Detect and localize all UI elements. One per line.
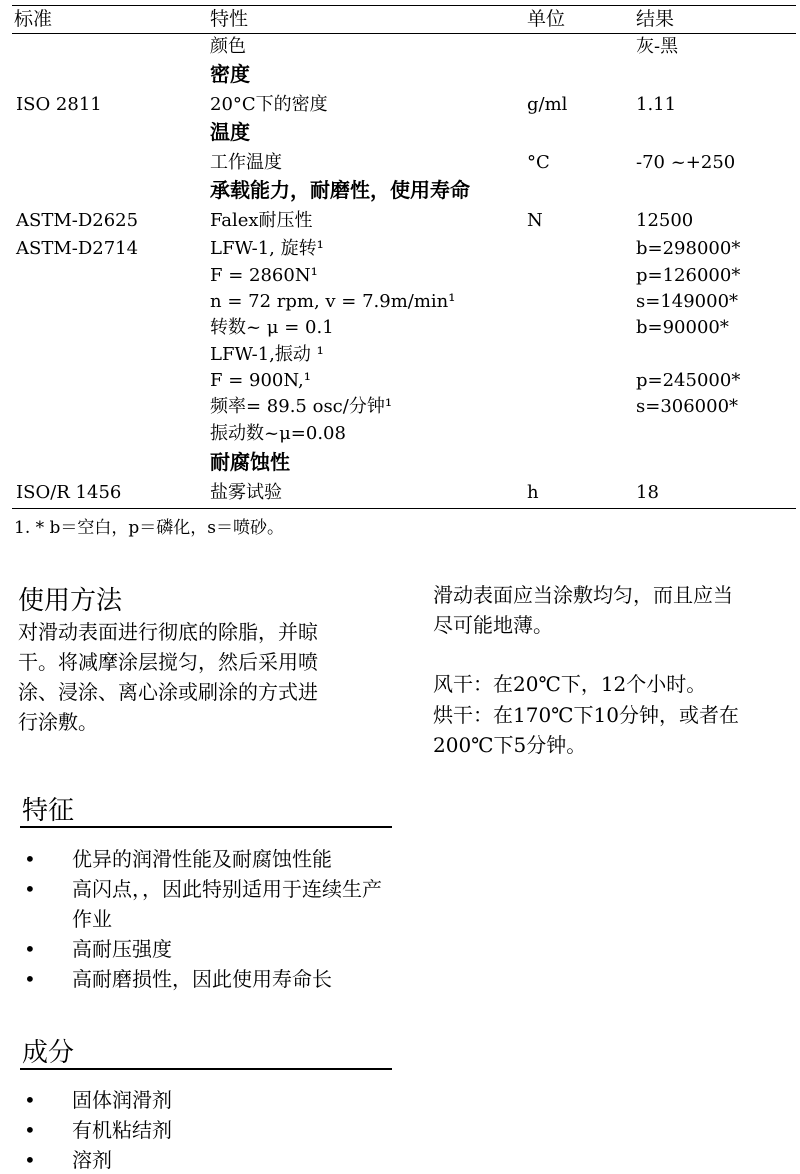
cell-std: ISO/R 1456: [16, 482, 122, 503]
composition-title: 成分: [22, 1038, 75, 1068]
cell-unit: N: [527, 210, 543, 231]
cell-result: 灰-黑: [636, 36, 679, 57]
usage-line: 尽可能地薄。: [433, 613, 553, 637]
header-bottom-border: [12, 33, 796, 34]
list-item: [20, 844, 400, 874]
cell-result: p=126000*: [636, 265, 741, 286]
bake-line: 烘干：在170℃下10分钟，或者在: [433, 703, 739, 727]
usage-line: 滑动表面应当涂敷均匀，而且应当: [433, 583, 733, 607]
cell-std: ASTM-D2625: [16, 210, 139, 231]
usage-title: 使用方法: [18, 586, 123, 616]
bake-line: 200℃下5分钟。: [433, 733, 587, 757]
air-dry-text: 风干：在20℃下，12个小时。: [433, 672, 707, 696]
usage-line: 行涂敷。: [18, 710, 98, 734]
list-item-text: 高耐磨损性，因此使用寿命长: [72, 967, 332, 991]
cell-prop: 振动数~μ=0.08: [210, 423, 346, 444]
list-item: [20, 1145, 400, 1174]
cell-result: p=245000*: [636, 370, 741, 391]
list-item-text: 有机粘结剂: [72, 1118, 172, 1142]
bullet-icon: •: [24, 847, 36, 871]
bake-text: [433, 700, 739, 760]
features-list: [20, 844, 400, 994]
cell-prop: 转数~ μ = 0.1: [210, 317, 334, 338]
bullet-icon: •: [24, 877, 36, 901]
list-item: [20, 1115, 400, 1145]
header-result: 结果: [636, 8, 675, 30]
list-item: [20, 874, 400, 934]
list-item-text: 固体润滑剂: [72, 1088, 172, 1112]
table-bottom-border: [12, 508, 796, 509]
cell-prop: Falex耐压性: [210, 210, 313, 231]
section-heading: 密度: [210, 62, 250, 86]
list-item: [20, 964, 400, 994]
header-property: 特性: [210, 8, 249, 30]
section-heading: 耐腐蚀性: [210, 450, 290, 474]
list-item-text: 优异的润滑性能及耐腐蚀性能: [72, 847, 332, 871]
bullet-icon: •: [24, 937, 36, 961]
usage-right-text: [433, 580, 800, 640]
bullet-icon: •: [24, 1148, 36, 1172]
cell-result: 1.11: [636, 94, 677, 115]
header-unit: 单位: [527, 8, 566, 30]
cell-unit: °C: [527, 152, 550, 173]
features-title: 特征: [22, 796, 75, 826]
composition-clip: [0, 1080, 800, 1174]
composition-list: [20, 1085, 400, 1174]
usage-left-text: [18, 617, 398, 737]
usage-line: 对滑动表面进行彻底的除脂，并晾: [18, 620, 318, 644]
cell-prop: LFW-1, 旋转¹: [210, 238, 324, 259]
cell-prop: 颜色: [210, 36, 246, 57]
list-item-text: 溶剂: [72, 1148, 112, 1172]
cell-prop: n = 72 rpm, v = 7.9m/min¹: [210, 291, 456, 312]
cell-prop: 工作温度: [210, 152, 282, 173]
section-heading: 温度: [210, 120, 250, 144]
cell-prop: LFW-1,振动 ¹: [210, 344, 324, 365]
bullet-icon: •: [24, 967, 36, 991]
list-item-text: 高闪点，，因此特别适用于连续生产作业: [72, 877, 382, 931]
list-item-text: 高耐压强度: [72, 937, 172, 961]
cell-std: ASTM-D2714: [16, 238, 139, 259]
section-heading: 承载能力，耐磨性，使用寿命: [210, 178, 470, 202]
list-item: [20, 1085, 400, 1115]
cell-result: 12500: [636, 210, 694, 231]
cell-prop: F = 2860N¹: [210, 265, 318, 286]
cell-prop: F = 900N,¹: [210, 370, 311, 391]
features-rule: [20, 826, 392, 828]
cell-result: -70 ~+250: [636, 152, 736, 173]
header-standard: 标准: [14, 8, 53, 30]
cell-prop: 盐雾试验: [210, 482, 282, 503]
cell-std: ISO 2811: [16, 94, 102, 115]
usage-line: 干。将减摩涂层搅匀，然后采用喷: [18, 650, 318, 674]
bullet-icon: •: [24, 1088, 36, 1112]
table-footnote: 1. * b＝空白，p＝磷化，s＝喷砂。: [14, 518, 285, 538]
cell-unit: h: [527, 482, 539, 503]
cell-prop: 频率= 89.5 osc/分钟¹: [210, 396, 393, 417]
cell-result: s=149000*: [636, 291, 739, 312]
cell-result: 18: [636, 482, 659, 503]
cell-result: b=298000*: [636, 238, 741, 259]
table-top-border: [12, 5, 796, 6]
composition-rule: [20, 1068, 392, 1070]
list-item: [20, 934, 400, 964]
cell-prop: 20°C下的密度: [210, 94, 328, 115]
cell-result: s=306000*: [636, 396, 739, 417]
usage-line: 涂、浸涂、离心涂或刷涂的方式进: [18, 680, 318, 704]
cell-result: b=90000*: [636, 317, 729, 338]
bullet-icon: •: [24, 1118, 36, 1142]
cell-unit: g/ml: [527, 94, 568, 115]
